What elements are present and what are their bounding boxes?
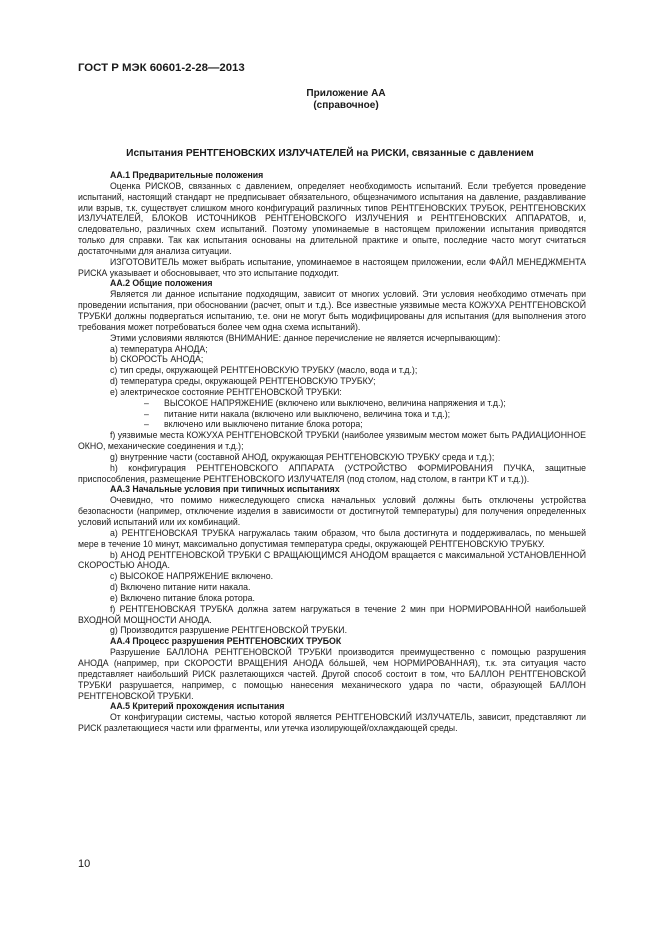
dash-marker: – bbox=[144, 397, 149, 408]
paragraph: Оценка РИСКОВ, связанных с давлением, определяет необходимость испытаний. Если требуется проведение испытаний, настоящий стандарт не предписывает обязательного, общезначимого испытания на давление, раздавливание или взрыв, т.к. существует слишком много конфигураций различных типов РЕНТГЕНОВСКИХ ТРУБОК, РЕНТГЕНОВСКИХ ИЗЛУЧАТЕЛЕЙ, БЛОКОВ ИСТОЧНИКОВ РЕНТГЕНОВСКОГО ИЗЛУЧЕНИЯ и РЕНТГЕНОВСКИХ АППАРАТОВ, и, следовательно, различных схем испытаний. Поэтому упоминаемые в настоящем приложении испытания приводятся только для справки. Так как испытания основаны на длительной практике и опыте, последние часто могут считаться достаточными для анализа ситуации. bbox=[78, 180, 586, 256]
paragraph: ИЗГОТОВИТЕЛЬ может выбрать испытание, упоминаемое в настоящем приложении, если ФАЙЛ МЕНЕДЖМЕНТА РИСКА указывает и обосновывает, что это испытание подходит. bbox=[78, 256, 586, 278]
list-item: b) СКОРОСТЬ АНОДА; bbox=[110, 354, 204, 365]
sub-list-item-text: включено или выключено питание блока ротора; bbox=[164, 419, 363, 430]
list-item: e) Включено питание блока ротора. bbox=[110, 592, 255, 603]
section-heading-aa1: AA.1 Предварительные положения bbox=[110, 170, 264, 180]
dash-marker: – bbox=[144, 408, 149, 419]
list-item: b) АНОД РЕНТГЕНОВСКОЙ ТРУБКИ С ВРАЩАЮЩИМСЯ АНОДОМ вращается с максимальной УСТАНОВЛЕННОЙ СКОРОСТЬЮ АНОДА. bbox=[78, 549, 586, 571]
appendix-note: (справочное) bbox=[313, 100, 379, 111]
list-item: e) электрическое состояние РЕНТГЕНОВСКОЙ ТРУБКИ: bbox=[110, 386, 342, 397]
list-item: f) уязвимые места КОЖУХА РЕНТГЕНОВСКОЙ ТРУБКИ (наиболее уязвимым местом может быть РАДИАЦИОННОЕ ОКНО, механические соединения и т.д.); bbox=[78, 430, 586, 452]
list-item: a) температура АНОДА; bbox=[110, 343, 208, 354]
section-heading-aa3: AA.3 Начальные условия при типичных испытаниях bbox=[110, 484, 340, 495]
section-heading-aa2: AA.2 Общие положения bbox=[110, 278, 213, 289]
standard-designation: ГОСТ Р МЭК 60601-2-28—2013 bbox=[78, 62, 245, 74]
list-item: c) тип среды, окружающей РЕНТГЕНОВСКУЮ ТРУБКУ (масло, вода и т.д.); bbox=[110, 365, 418, 376]
paragraph: Является ли данное испытание подходящим, зависит от многих условий. Эти условия необходимо отмечать при проведении испытания, при обосновании (расчет, опыт и т.д.). Все известные уязвимые места КОЖУХА РЕНТГЕНОВСКОЙ ТРУБКИ должны подвергаться испытанию, т.е. они не могут быть модифицированы для испытания (для выполнения этого требования может потребоваться более чем одна схема испытаний). bbox=[78, 289, 586, 332]
paragraph: Этими условиями являются (ВНИМАНИЕ: данное перечисление не является исчерпывающим): bbox=[110, 332, 501, 343]
section-heading-aa5: AA.5 Критерий прохождения испытания bbox=[110, 701, 285, 712]
list-item: g) Производится разрушение РЕНТГЕНОВСКОЙ ТРУБКИ. bbox=[110, 625, 348, 636]
paragraph: Разрушение БАЛЛОНА РЕНТГЕНОВСКОЙ ТРУБКИ производится преимущественно с помощью разрушения АНОДА (например, при СКОРОСТИ ВРАЩЕНИЯ АНОДА бо́льшей, чем НОРМИРОВАННАЯ), т.к. эта ситуация часто представляет наибольший РИСК разлетающихся частей. Другой способ состоит в том, что БАЛЛОН РЕНТГЕНОВСКОЙ ТРУБКИ разрушается, например, с помощью нанесения механического удара по части, образующей БАЛЛОН РЕНТГЕНОВСКОЙ ТРУБКИ. bbox=[78, 647, 586, 701]
list-item: d) Включено питание нити накала. bbox=[110, 582, 251, 593]
document-body bbox=[78, 170, 586, 734]
page-number: 10 bbox=[78, 858, 91, 870]
sub-list-item-text: ВЫСОКОЕ НАПРЯЖЕНИЕ (включено или выключено, величина напряжения и т.д.); bbox=[164, 397, 506, 408]
paragraph: Очевидно, что помимо нижеследующего списка начальных условий должны быть отключены устройства безопасности (например, отключение изделия в зависимости от достигнутой температуры) для получения определенных условий испытаний или их комбинаций. bbox=[78, 495, 586, 527]
section-heading-aa4: AA.4 Процесс разрушения РЕНТГЕНОВСКИХ ТРУБОК bbox=[110, 636, 342, 647]
list-item: d) температура среды, окружающей РЕНТГЕНОВСКУЮ ТРУБКУ; bbox=[110, 376, 376, 387]
list-item: c) ВЫСОКОЕ НАПРЯЖЕНИЕ включено. bbox=[110, 571, 274, 582]
list-item: f) РЕНТГЕНОВСКАЯ ТРУБКА должна затем нагружаться в течение 2 мин при НОРМИРОВАННОЙ наибольшей ВХОДНОЙ МОЩНОСТИ АНОДА. bbox=[78, 603, 586, 625]
paragraph: От конфигурации системы, частью которой является РЕНТГЕНОВСКИЙ ИЗЛУЧАТЕЛЬ, зависит, представляют ли РИСК разлетающиеся части или фрагменты, или утечка изолирующей/охлаждающей среды. bbox=[78, 712, 586, 734]
dash-marker: – bbox=[144, 419, 149, 430]
list-item: h) конфигурация РЕНТГЕНОВСКОГО АППАРАТА (УСТРОЙСТВО ФОРМИРОВАНИЯ ПУЧКА, защитные приспособления, размещение РЕНТГЕНОВСКОГО ИЗЛУЧАТЕЛЯ (под столом, над столом, в гантри КТ и т.д.)). bbox=[78, 462, 586, 484]
sub-list-item bbox=[78, 419, 586, 430]
sub-list-item-text: питание нити накала (включено или выключено, величина тока и т.д.); bbox=[164, 408, 451, 419]
sub-list-item bbox=[78, 409, 586, 420]
sub-list-item bbox=[78, 398, 586, 409]
list-item: a) РЕНТГЕНОВСКАЯ ТРУБКА нагружалась таким образом, что была достигнута и поддерживалась, по меньшей мере в течение 10 минут, максимально допустимая температура среды, окружающей РЕНТГЕНОВСКУЮ ТРУБКУ. bbox=[78, 527, 586, 549]
page-title: Испытания РЕНТГЕНОВСКИХ ИЗЛУЧАТЕЛЕЙ на РИСКИ, связанные с давлением bbox=[126, 148, 534, 159]
appendix-title: Приложение AA bbox=[306, 88, 386, 99]
list-item: g) внутренние части (составной АНОД, окружающая РЕНТГЕНОВСКУЮ ТРУБКУ среда и т.д.); bbox=[110, 451, 495, 462]
